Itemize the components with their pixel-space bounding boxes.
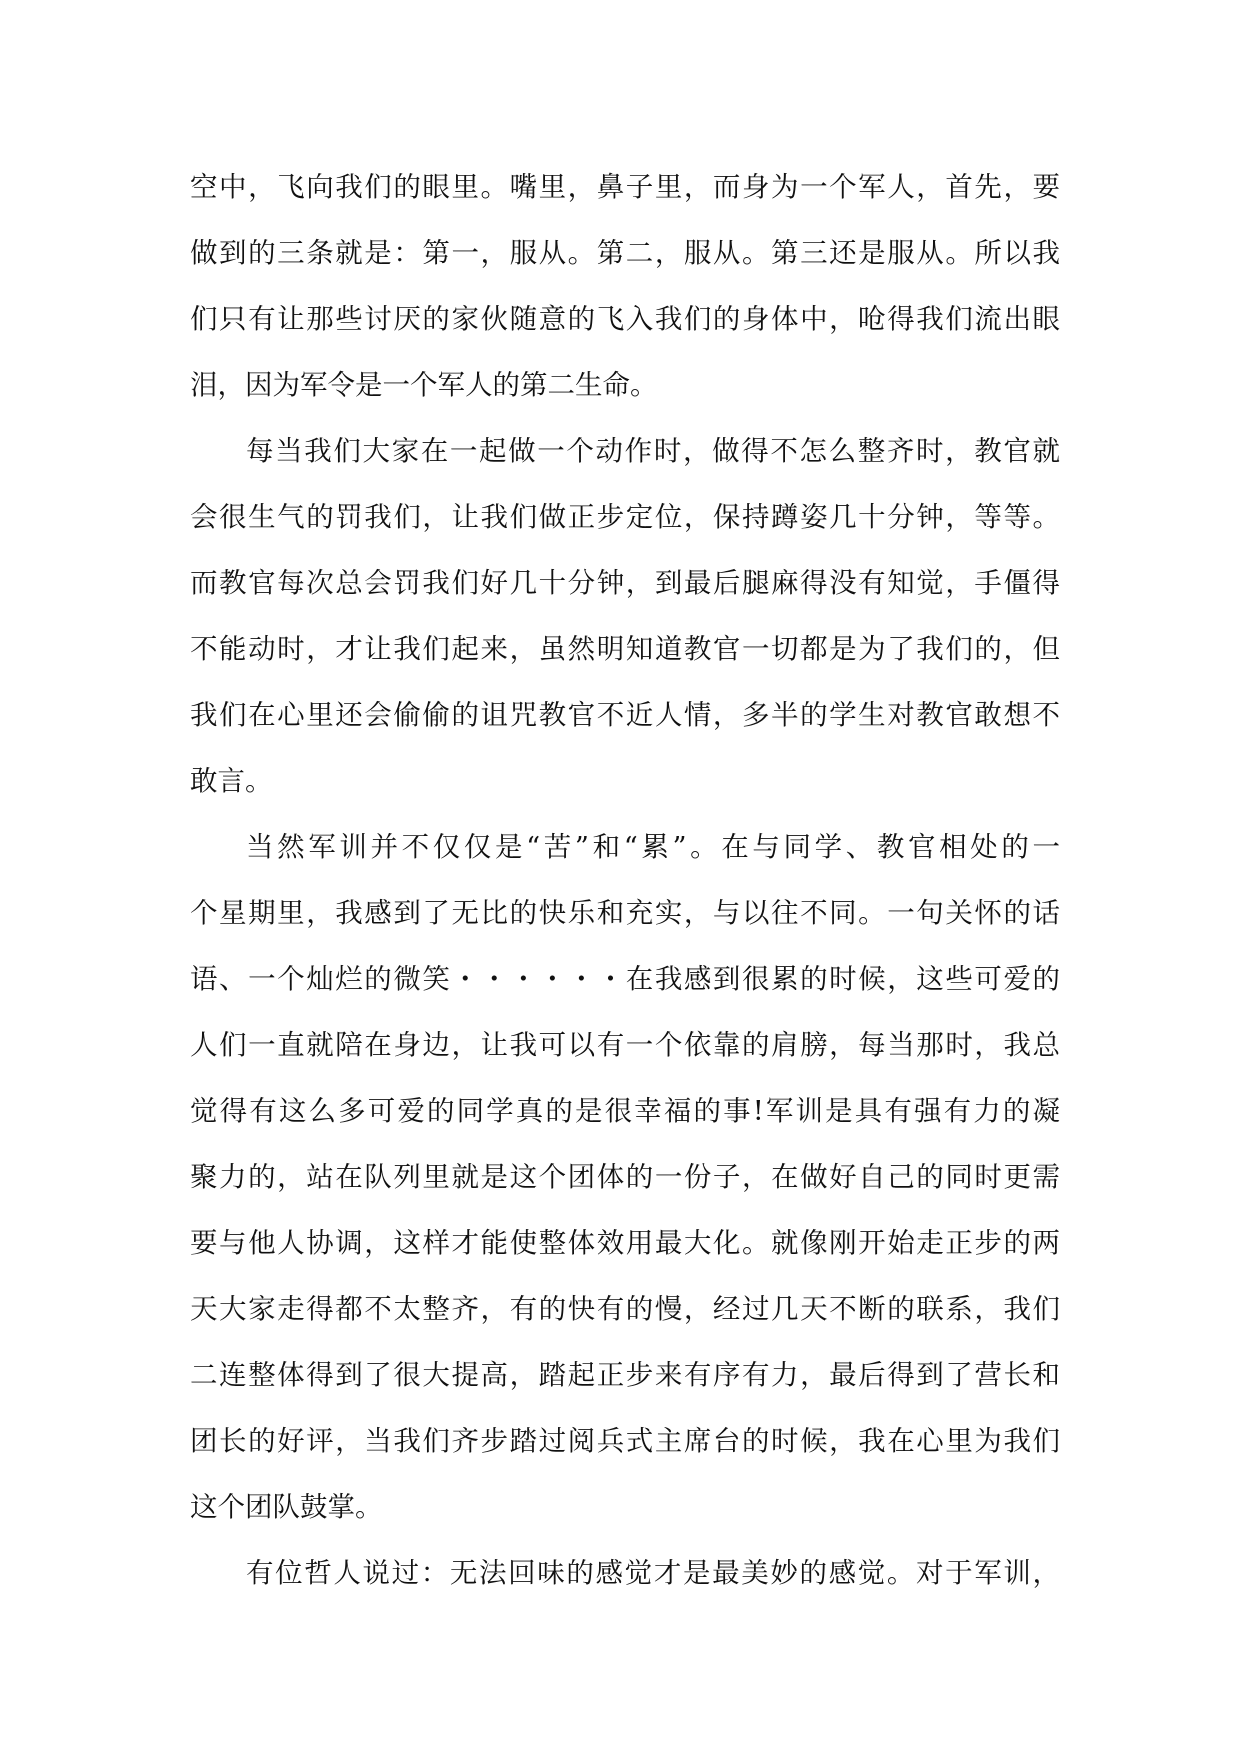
text-line: 们只有让那些讨厌的家伙随意的飞入我们的身体中，呛得我们流出眼 — [190, 303, 1060, 335]
text-line: 人们一直就陪在身边，让我可以有一个依靠的肩膀，每当那时，我总 — [190, 1029, 1060, 1061]
text-line: 做到的三条就是：第一，服从。第二，服从。第三还是服从。所以我 — [190, 237, 1060, 269]
text-line: 我们在心里还会偷偷的诅咒教官不近人情，多半的学生对教官敢想不 — [190, 699, 1060, 731]
text-line: 泪，因为军令是一个军人的第二生命。 — [190, 369, 658, 401]
text-line: 二连整体得到了很大提高，踏起正步来有序有力，最后得到了营长和 — [190, 1359, 1060, 1391]
text-line: 团长的好评，当我们齐步踏过阅兵式主席台的时候，我在心里为我们 — [190, 1425, 1060, 1457]
text-line: 语、一个灿烂的微笑・・・・・・在我感到很累的时候，这些可爱的 — [190, 963, 1060, 995]
paragraph-first-line: 每当我们大家在一起做一个动作时，做得不怎么整齐时，教官就 — [246, 435, 1060, 467]
text-line: 不能动时，才让我们起来，虽然明知道教官一切都是为了我们的，但 — [190, 633, 1060, 665]
document-body — [190, 154, 1060, 1606]
text-line: 个星期里，我感到了无比的快乐和充实，与以往不同。一句关怀的话 — [190, 897, 1060, 929]
paragraph-first-line: 当然军训并不仅仅是“苦”和“累”。在与同学、教官相处的一 — [246, 831, 1060, 863]
text-line: 而教官每次总会罚我们好几十分钟，到最后腿麻得没有知觉，手僵得 — [190, 567, 1060, 599]
text-line: 这个团队鼓掌。 — [190, 1491, 383, 1523]
text-line: 天大家走得都不太整齐，有的快有的慢，经过几天不断的联系，我们 — [190, 1293, 1060, 1325]
paragraph-first-line: 有位哲人说过：无法回味的感觉才是最美妙的感觉。对于军训， — [246, 1557, 1060, 1589]
text-line: 要与他人协调，这样才能使整体效用最大化。就像刚开始走正步的两 — [190, 1227, 1060, 1259]
text-line: 聚力的，站在队列里就是这个团体的一份子，在做好自己的同时更需 — [190, 1161, 1060, 1193]
text-line: 会很生气的罚我们，让我们做正步定位，保持蹲姿几十分钟，等等。 — [190, 501, 1060, 533]
text-line: 空中，飞向我们的眼里。嘴里，鼻子里，而身为一个军人，首先，要 — [190, 171, 1060, 203]
text-line: 敢言。 — [190, 765, 273, 797]
text-line: 觉得有这么多可爱的同学真的是很幸福的事!军训是具有强有力的凝 — [190, 1095, 1060, 1127]
